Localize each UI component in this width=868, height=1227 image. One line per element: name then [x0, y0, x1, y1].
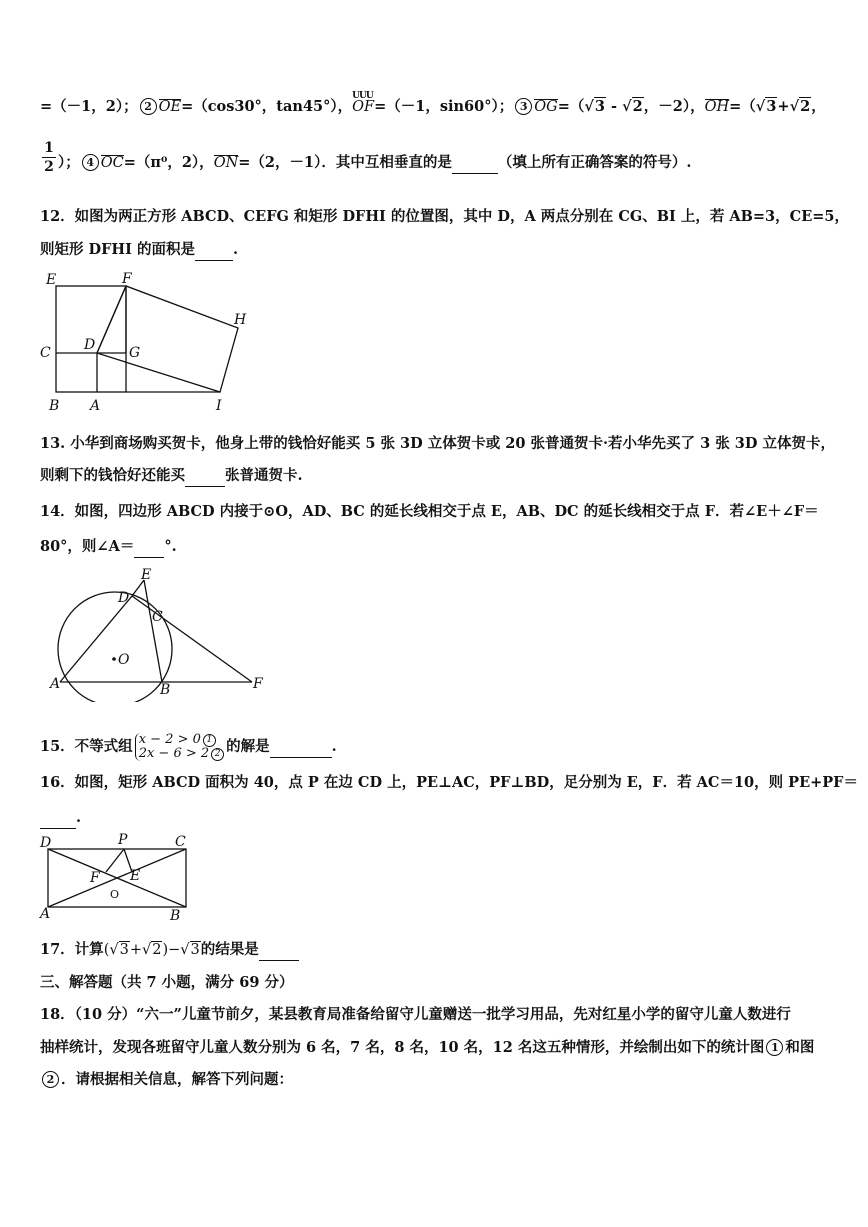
line-ad: [60, 596, 132, 682]
vector-of: OF: [352, 99, 375, 115]
label-a: A: [40, 906, 51, 922]
label-f: F: [122, 271, 132, 287]
label-e: E: [46, 272, 57, 288]
label-b: B: [170, 908, 181, 924]
figure-marker-1: 1: [766, 1039, 783, 1056]
label-e: E: [130, 868, 141, 884]
vector-oe: OE: [158, 99, 182, 115]
plus: +: [129, 942, 142, 958]
og-open: =（: [557, 98, 585, 115]
vector-oh: OH: [704, 99, 730, 115]
q18-text-a: 抽样统计，发现各班留守儿童人数分别为 6 名，7 名，8 名，10 名，12 名这五种情形，并绘制出如下的统计图: [40, 1039, 765, 1056]
inequality-2: 2x − 6 > 2: [138, 746, 210, 761]
label-h: H: [234, 312, 247, 328]
sqrt-3b: 3: [766, 98, 777, 115]
label-c: C: [152, 609, 163, 625]
frac-bar: [42, 157, 56, 158]
line-eb: [144, 580, 162, 682]
label-d: D: [84, 337, 96, 353]
ineq-marker-2: 2: [211, 748, 224, 761]
answer-blank-16: [40, 808, 76, 829]
figure-rectangle: [34, 832, 204, 924]
q18-line-3: [40, 1070, 838, 1090]
label-a: A: [50, 676, 61, 692]
q11-text: =（－1，2）；: [40, 98, 138, 115]
rect-dfhi: [97, 286, 238, 392]
answer-blank-17: [259, 940, 299, 961]
label-d: D: [118, 590, 130, 606]
q18-text-b: 和图: [785, 1039, 815, 1056]
sqrt-3-b: 3: [190, 942, 200, 958]
fraction-half: [42, 140, 56, 175]
q11-line-2: [58, 153, 838, 174]
label-o: O: [118, 652, 130, 668]
q16-end: .: [76, 809, 82, 826]
ineq-marker-1: 1: [203, 734, 216, 747]
q13-line-1: 13. 小华到商场购买贺卡，他身上带的钱恰好能买 5 张 3D 立体贺卡或 20 张普通贺卡·若小华先买了 3 张 3D 立体贺卡，: [40, 435, 835, 452]
label-g: G: [129, 345, 141, 361]
q15-line: [40, 733, 838, 761]
og-close: ，－2），: [643, 98, 705, 115]
q18-line-1: 18．（10 分）“六一”儿童节前夕，某县教育局准备给留守儿童赠送一批学习用品，先对红星小学的留守儿童人数进行: [40, 1006, 791, 1023]
q13-line-2: [40, 466, 838, 487]
q12-end: .: [232, 241, 239, 258]
figure-circle: [40, 562, 280, 702]
center-dot: [112, 657, 116, 661]
oe-value: =（cos30°，tan45°），: [181, 98, 353, 115]
label-i: I: [216, 398, 222, 414]
label-e: E: [141, 567, 152, 583]
label-c: C: [175, 834, 186, 850]
frac-denominator: 2: [44, 159, 54, 175]
label-f: F: [90, 870, 100, 886]
oc-value: =（π⁰，2），: [123, 154, 214, 171]
q17-prefix: 17．计算: [40, 941, 104, 958]
q11-line2-end: （填上所有正确答案的符号）.: [497, 154, 692, 171]
q12-line-1: 12．如图为两正方形 ABCD、CEFG 和矩形 DFHI 的位置图，其中 D，A 两点分别在 CG、BI 上，若 AB=3，CE=5，: [40, 208, 849, 225]
plus-sign: +: [777, 98, 790, 115]
figure-squares: [30, 268, 260, 418]
answer-blank-13: [185, 466, 225, 487]
oh-comma: ，: [811, 98, 826, 115]
label-b: B: [160, 682, 171, 698]
marker-3: 3: [515, 98, 532, 115]
q18-line-2: [40, 1038, 838, 1058]
q15-suffix: 的解是: [226, 738, 270, 755]
q11-line2-start: ）；: [58, 154, 80, 171]
frac-numerator: 1: [44, 140, 54, 156]
answer-blank-14: [134, 537, 164, 558]
vector-og: OG: [534, 99, 558, 115]
q13-text-a: 则剩下的钱恰好还能买: [40, 467, 185, 484]
of-value: =（－1，sin60°）；: [374, 98, 514, 115]
vector-on: ON: [213, 155, 239, 171]
answer-blank-12: [195, 240, 233, 261]
label-a: A: [90, 398, 101, 414]
line-df: [97, 286, 126, 353]
on-value: =（2，－1）．其中互相垂直的是: [238, 154, 452, 171]
q15-prefix: 15．不等式组: [40, 738, 133, 755]
minus-sign: -: [605, 98, 623, 115]
q16-line-2: [40, 808, 838, 829]
section-3-title: 三、解答题（共 7 小题，满分 69 分）: [40, 974, 294, 991]
paren-close-minus: )−: [162, 942, 181, 958]
q16-line-1: 16．如图，矩形 ABCD 面积为 40，点 P 在边 CD 上，PE⊥AC，PF⊥BD，足分别为 E，F．若 AC＝10，则 PE+PF＝: [40, 774, 858, 791]
q17-suffix: 的结果是: [200, 941, 259, 958]
answer-blank-15: [270, 737, 332, 758]
sqrt-3: 3: [594, 98, 605, 115]
q18-text-c: ．请根据相关信息，解答下列问题：: [61, 1071, 293, 1088]
oh-open: =（: [729, 98, 756, 115]
q15-end: .: [331, 738, 337, 755]
sqrt-2: 2: [632, 98, 643, 115]
vector-oc: OC: [100, 155, 124, 171]
q14-text-b: °.: [164, 538, 177, 555]
label-f: F: [253, 676, 263, 692]
line-df: [132, 596, 252, 682]
marker-4: 4: [82, 154, 99, 171]
q17-line: [40, 940, 838, 961]
q12-line-2: [40, 240, 838, 261]
q14-line-1: 14．如图，四边形 ABCD 内接于⊙O，AD、BC 的延长线相交于点 E，AB、DC 的延长线相交于点 F．若∠E＋∠F＝: [40, 503, 819, 520]
inequality-1: x − 2 > 0: [138, 732, 201, 747]
q13-text-b: 张普通贺卡.: [225, 467, 303, 484]
inequality-system: [135, 733, 226, 761]
figure-marker-2: 2: [42, 1071, 59, 1088]
label-p: P: [118, 832, 128, 848]
paren-open: (: [103, 942, 110, 958]
sqrt-2: 2: [152, 942, 162, 958]
line-pf: [106, 849, 124, 872]
of-arrow-mark: UUU: [352, 91, 373, 101]
q12-text: 则矩形 DFHI 的面积是: [40, 241, 195, 258]
q14-text-a: 80°，则∠A＝: [40, 538, 135, 555]
q17-expression: (√3+√2)−√3: [103, 942, 200, 958]
label-o: O: [110, 888, 120, 901]
answer-blank-11: [452, 153, 498, 174]
q11-line-1: =（－1，2）； 2 OE=（cos30°，tan45°）， UUU OF=（－1，sin60°）； 3 OG=（√3 - √2，－2），OH=（√3+√2，: [40, 97, 838, 117]
q14-line-2: [40, 537, 838, 558]
marker-2: 2: [140, 98, 157, 115]
label-c: C: [40, 345, 51, 361]
label-b: B: [49, 398, 60, 414]
label-d: D: [40, 835, 52, 851]
sqrt-3: 3: [119, 942, 129, 958]
vector-of-wrap: [352, 91, 375, 115]
sqrt-2b: 2: [800, 98, 811, 115]
